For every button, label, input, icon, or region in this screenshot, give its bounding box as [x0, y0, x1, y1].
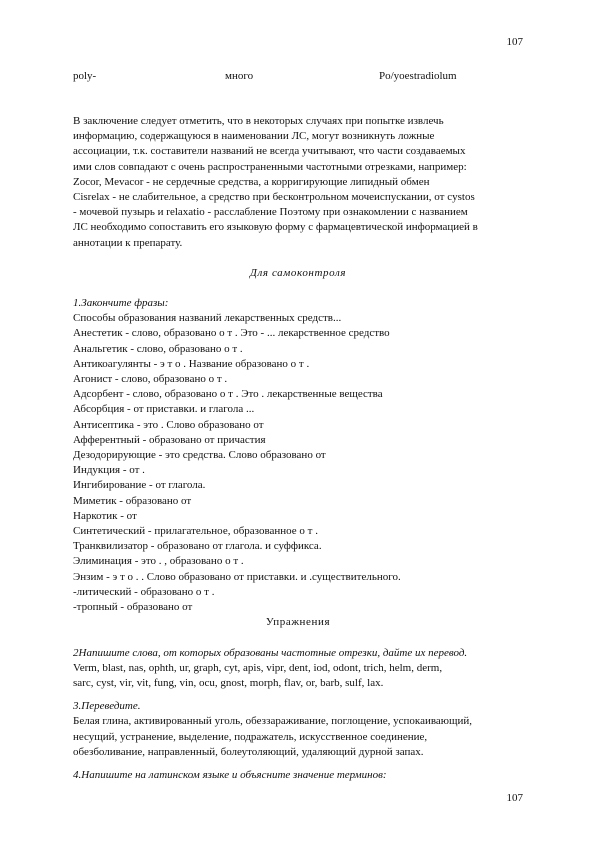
conclusion-line: ассоциации, т.к. составители названий не всегда учитывают, что части создаваемых — [73, 145, 466, 158]
task-1-line: Синтетический - прилагательное, образованное о т . — [73, 525, 318, 538]
task-1-line: Анестетик - слово, образовано о т . Это - ... лекарственное средство — [73, 327, 390, 340]
task-1-line: Индукция - от . — [73, 464, 145, 477]
conclusion-line: информацию, содержащуюся в наименовании ЛС, могут возникнуть ложные — [73, 130, 435, 143]
task-1 — [73, 296, 523, 615]
task-2-line: Verm, blast, nas, ophth, ur, graph, cyt, apis, vipr, dent, iod, odont, trich, helm, derm, — [73, 661, 443, 674]
conclusion-line: В заключение следует отметить, что в некоторых случаях при попытке извлечь — [73, 115, 444, 127]
task-1-line: Способы образования названий лекарственных средств... — [73, 312, 342, 325]
task-2 — [73, 646, 523, 692]
task-1-line: Антикоагулянты - э т о . Название образовано о т . — [73, 357, 310, 370]
poly-row — [73, 70, 523, 84]
poly-meaning: много — [225, 70, 254, 82]
conclusion-line: - мочевой пузырь и relaxatio - расслабление Поэтому при ознакомлении с названием — [73, 206, 468, 219]
task-1-line: Транквилизатор - образовано от глагола. и суффикса. — [73, 540, 322, 553]
self-control-heading: Для самоконтроля — [249, 266, 347, 279]
task-1-line: Энзим - э т о . . Слово образовано от приставки. и .существительного. — [73, 570, 401, 583]
task-1-line: -тропный - образовано от — [73, 601, 193, 614]
page-content — [73, 114, 523, 783]
exercises-heading: Упражнения — [265, 616, 331, 629]
poly-term: poly- — [73, 70, 97, 82]
task-1-line: Агонист - слово, образовано о т . — [73, 373, 228, 386]
task-1-line: Адсорбент - слово, образовано о т . Это . лекарственные вещества — [73, 388, 383, 401]
task-3 — [73, 699, 523, 760]
conclusion-line: Cisrelax - не слабительное, а средство при бесконтрольном мочеиспускании, от cystos — [73, 191, 475, 204]
task-1-line: Элиминация - это . , образовано о т . — [73, 555, 244, 568]
page-number-top: 107 — [506, 36, 523, 48]
task-1-line: Антисептика - это . Слово образовано от — [73, 418, 264, 431]
page-number-bottom: 107 — [506, 792, 523, 804]
conclusion-paragraph — [73, 114, 523, 251]
task-3-line: Белая глина, активированный уголь, обеззараживание, поглощение, успокаивающий, — [73, 715, 472, 728]
conclusion-line: аннотации к препарату. — [73, 236, 183, 249]
task-1-line: Афферентный - образовано от причастия — [73, 433, 266, 446]
task-1-title: 1.Закончите фразы: — [73, 297, 169, 310]
conclusion-line: Zocor, Mevacor - не сердечные средства, а корригирующие липидный обмен — [73, 175, 430, 188]
task-3-line: несущий, устранение, выделение, подражатель, искусственное соединение, — [73, 730, 428, 743]
task-1-line: -литический - образовано о т . — [73, 585, 215, 598]
task-4-title: 4.Напишите на латинском языке и объясните значение терминов: — [73, 768, 387, 781]
task-1-line: Абсорбция - от приставки. и глагола ... — [73, 403, 255, 416]
task-2-title: 2Напишите слова, от которых образованы частотные отрезки, дайте их перевод. — [73, 646, 468, 659]
conclusion-line: ими слов совпадают с очень распространенными частотными отрезками, например: — [73, 160, 467, 173]
task-3-title: 3.Переведите. — [73, 700, 141, 713]
task-1-line: Ингибирование - от глагола. — [73, 479, 206, 492]
task-3-line: обезболивание, направленный, болеутоляющий, удаляющий дурной запах. — [73, 745, 424, 758]
task-1-line: Миметик - образовано от — [73, 494, 192, 507]
task-2-line: sarc, cyst, vir, vit, fung, vin, ocu, gnost, morph, flav, or, barb, sulf, lax. — [73, 676, 384, 689]
task-1-line: Дезодорирующие - это средства. Слово образовано от — [73, 449, 326, 462]
task-1-line: Анальгетик - слово, образовано о т . — [73, 342, 243, 355]
poly-example: Po/yoestradiolum — [379, 70, 457, 82]
task-1-line: Наркотик - от — [73, 509, 137, 522]
conclusion-line: ЛС необходимо сопоставить его языковую форму с фармацевтической информацией в — [73, 221, 478, 234]
